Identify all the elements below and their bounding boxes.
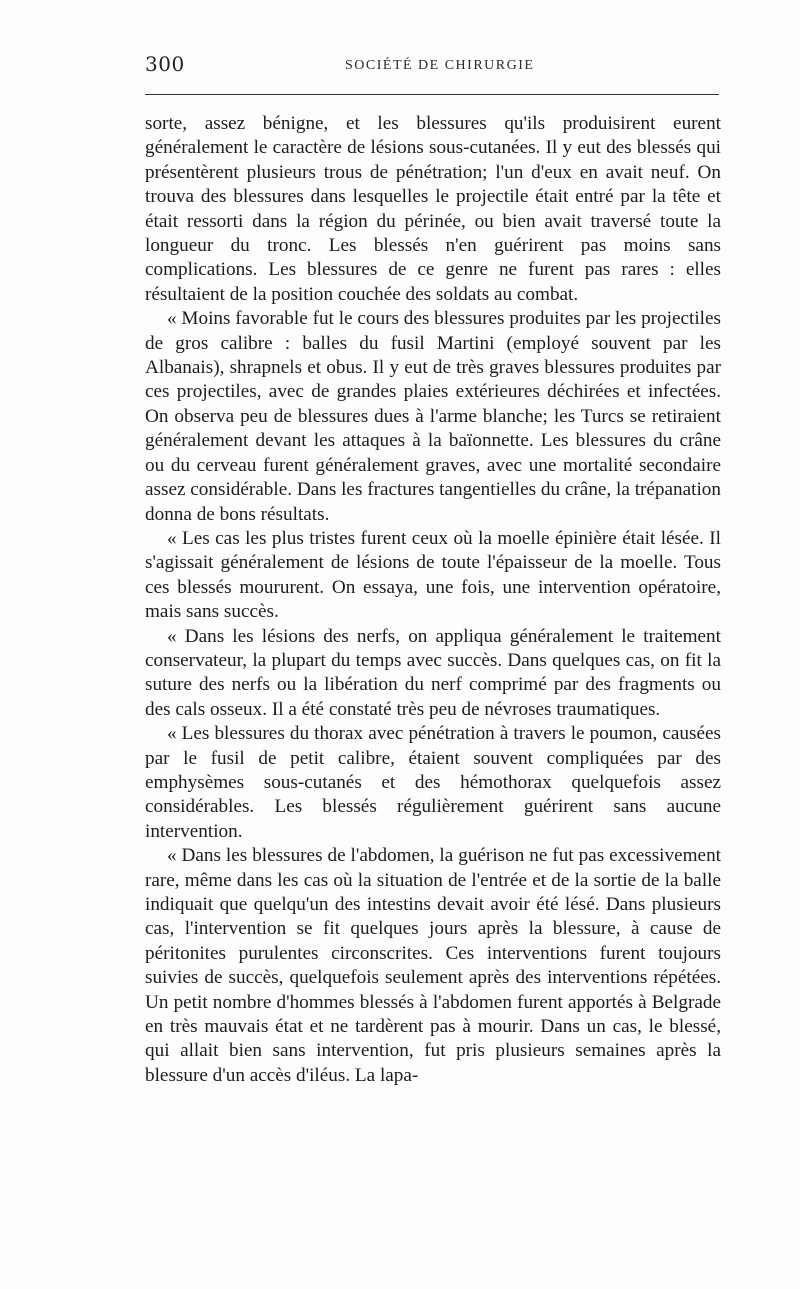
page-number: 300: [145, 52, 185, 76]
paragraph-continuation: sorte, assez bénigne, et les blessures qu'ils produisirent eurent généralement le caractère de lésions sous-cutanées. Il y eut des blessés qui présentèrent plusieurs trous de pénétration; l'un d'eux en avait neuf. On trouva des blessures dans lesquelles le projectile était entré par la tête et était ressorti dans la région du périnée, ou bien avait traversé toute la longueur du tronc. Les blessés n'en guérirent pas moins sans complications. Les blessures de ce genre ne furent pas rares : elles résultaient de la position couchée des soldats au combat.: [145, 113, 721, 305]
body-text: [145, 112, 721, 1088]
header-rule: [145, 94, 719, 95]
page-header: [145, 52, 719, 86]
paragraph-nerves: « Dans les lésions des nerfs, on appliqua généralement le traitement conservateur, la plupart du temps avec succès. Dans quelques cas, on fit la suture des nerfs ou la libération du nerf comprimé par des fragments ou des cals osseux. Il a été constaté très peu de névroses traumatiques.: [145, 625, 721, 720]
paragraph-spinal-cord: « Les cas les plus tristes furent ceux où la moelle épinière était lésée. Il s'agissait généralement de lésions de toute l'épaisseur de la moelle. Tous ces blessés moururent. On essaya, une fois, une intervention opératoire, mais sans succès.: [145, 527, 721, 623]
paragraph-thorax: « Les blessures du thorax avec pénétration à travers le poumon, causées par le fusil de petit calibre, étaient souvent compliquées par des emphysèmes sous-cutanés et des hémothorax quelquefois assez considérables. Les blessés régulièrement guérirent sans aucune intervention.: [145, 723, 721, 842]
running-head: SOCIÉTÉ DE CHIRURGIE: [345, 58, 535, 73]
paragraph-projectiles: « Moins favorable fut le cours des blessures produites par les projectiles de gros calibre : balles du fusil Martini (employé souvent par les Albanais), shrapnels et obus. Il y eut de très graves blessures produites par ces projectiles, avec de grandes plaies extérieures déchirées et infectées. On observa peu de blessures dues à l'arme blanche; les Turcs se retiraient généralement devant les attaques à la baïonnette. Les blessures du crâne ou du cerveau furent généralement graves, avec une mortalité secondaire assez considérable. Dans les fractures tangentielles du crâne, la trépanation donna de bons résultats.: [145, 308, 721, 525]
paragraph-abdomen: « Dans les blessures de l'abdomen, la guérison ne fut pas excessivement rare, même dans les cas où la situation de l'entrée et de la sortie de la balle indiquait que quelqu'un des intestins devait avoir été lésé. Dans plusieurs cas, l'intervention se fit quelques jours après la blessure, à cause de péritonites purulentes circonscrites. Ces interventions furent toujours suivies de succès, quelquefois seulement après des interventions répétées. Un petit nombre d'hommes blessés à l'abdomen furent apportés à Belgrade en très mauvais état et ne tardèrent pas à mourir. Dans un cas, le blessé, qui allait bien sans intervention, fut pris plusieurs semaines après la blessure d'un accès d'iléus. La lapa-: [145, 845, 721, 1086]
